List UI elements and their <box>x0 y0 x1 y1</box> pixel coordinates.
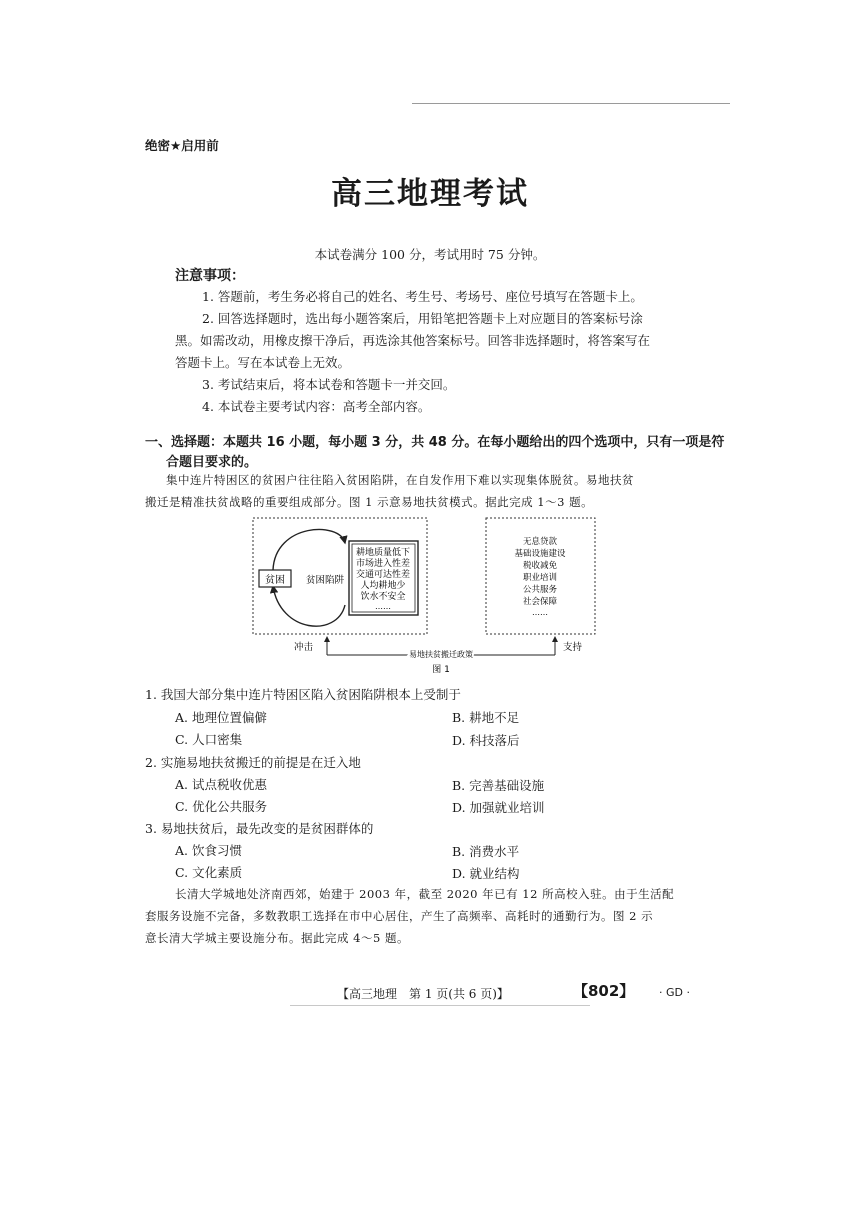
support-item: …… <box>532 608 548 617</box>
impact-label: 冲击 <box>293 642 313 653</box>
material-text: 长清大学城地处济南西郊，始建于 2003 年，截至 2020 年已有 12 所高校入驻。由于生活配 <box>175 887 675 901</box>
figure-1 <box>245 513 625 673</box>
support-item: 职业培训 <box>522 573 558 583</box>
option-d: D. 加强就业培训 <box>452 800 545 815</box>
trap-arrow-top <box>273 529 345 570</box>
material-text: 集中连片特困区的贫困户往往陷入贫困陷阱，在自发作用下难以实现集体脱贫。易地扶贫 <box>166 473 634 487</box>
figure-caption: 图 1 <box>432 665 450 673</box>
support-item: 无息贷款 <box>522 537 558 547</box>
cause-item: 耕地质量低下 <box>355 548 411 558</box>
support-item: 公共服务 <box>522 585 558 595</box>
support-label: 支持 <box>563 642 583 653</box>
notice-line: 黑。如需改动，用橡皮擦干净后，再选涂其他答案标号。回答非选择题时，将答案写在 <box>175 333 651 348</box>
material-text: 意长清大学城主要设施分布。据此完成 4～5 题。 <box>145 931 409 945</box>
secret-label: 绝密★启用前 <box>145 138 219 153</box>
support-item: 税收减免 <box>522 561 558 571</box>
cause-item: 市场进入性差 <box>355 559 411 569</box>
material-text: 搬迁是精准扶贫战略的重要组成部分。图 1 示意易地扶贫模式。据此完成 1～3 题。 <box>145 495 594 509</box>
option-b: B. 消费水平 <box>452 844 520 859</box>
notice-line: 3. 考试结束后，将本试卷和答题卡一并交回。 <box>202 377 456 392</box>
option-c: C. 人口密集 <box>175 732 243 747</box>
question-stem: 3. 易地扶贫后，最先改变的是贫困群体的 <box>145 821 374 836</box>
section-heading-cont: 合题目要求的。 <box>166 455 258 470</box>
question-stem: 2. 实施易地扶贫搬迁的前提是在迁入地 <box>145 755 361 770</box>
trap-label: 贫困陷阱 <box>305 575 345 586</box>
cause-item: 交通可达性差 <box>355 570 411 580</box>
question-stem: 1. 我国大部分集中连片特困区陷入贫困陷阱根本上受制于 <box>145 687 461 702</box>
policy-label: 易地扶贫搬迁政策 <box>409 650 473 659</box>
trap-arrow-bottom <box>273 586 345 626</box>
bottom-rule <box>290 1005 590 1006</box>
cause-item: 人均耕地少 <box>360 581 406 591</box>
option-d: D. 科技落后 <box>452 733 520 748</box>
notice-line: 4. 本试卷主要考试内容：高考全部内容。 <box>202 399 431 414</box>
option-a: A. 试点税收优惠 <box>175 777 267 792</box>
option-b: B. 完善基础设施 <box>452 778 545 793</box>
material-text: 套服务设施不完备，多数教职工选择在市中心居住，产生了高频率、高耗时的通勤行为。图 2 示 <box>145 909 654 923</box>
paper-code: 【802】 <box>573 982 635 1000</box>
option-a: A. 饮食习惯 <box>175 843 242 858</box>
option-b: B. 耕地不足 <box>452 710 520 725</box>
section-heading: 一、选择题：本题共 16 小题，每小题 3 分，共 48 分。在每小题给出的四个选项中，只有一项是符 <box>145 435 725 450</box>
top-rule <box>412 103 730 104</box>
notice-line: 1. 答题前，考生务必将自己的姓名、考生号、考场号、座位号填写在答题卡上。 <box>202 289 643 304</box>
option-d: D. 就业结构 <box>452 866 520 881</box>
page-label: 【高三地理 第 1 页(共 6 页)】 <box>337 987 509 1001</box>
cause-item: 饮水不安全 <box>360 592 406 602</box>
option-a: A. 地理位置偏僻 <box>175 710 267 725</box>
exam-title: 高三地理考试 <box>331 176 529 212</box>
exam-info: 本试卷满分 100 分，考试用时 75 分钟。 <box>314 247 546 262</box>
region-mark: · GD · <box>659 986 690 999</box>
option-c: C. 文化素质 <box>175 865 243 880</box>
option-c: C. 优化公共服务 <box>175 799 268 814</box>
cause-item: …… <box>375 602 391 611</box>
notice-line: 答题卡上。写在本试卷上无效。 <box>175 355 351 370</box>
notice-heading: 注意事项： <box>175 268 245 284</box>
notice-line: 2. 回答选择题时，选出每小题答案后，用铅笔把答题卡上对应题目的答案标号涂 <box>202 311 643 326</box>
support-item: 基础设施建设 <box>514 549 566 559</box>
poverty-box-label: 贫困 <box>265 575 285 586</box>
support-item: 社会保障 <box>522 597 558 607</box>
